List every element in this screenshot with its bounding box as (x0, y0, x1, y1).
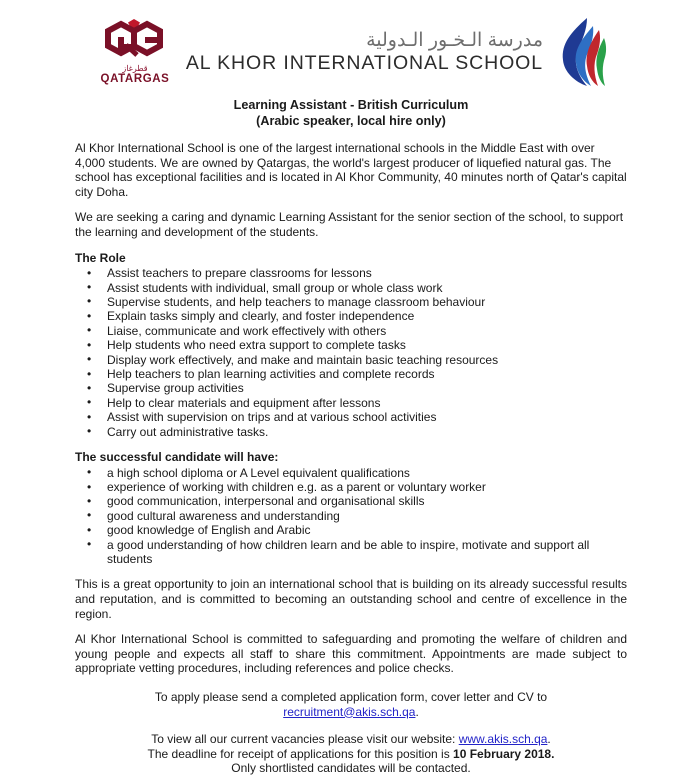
list-item: • Assist with supervision on trips and at various school activities (75, 410, 627, 424)
qatargas-hexagon-qg-monogram-icon (104, 19, 166, 63)
role-list (75, 266, 627, 439)
role-heading: The Role (75, 250, 126, 265)
qatargas-arabic-text: قطرغاز (122, 64, 148, 73)
website-period: . (547, 732, 551, 747)
job-title (75, 98, 627, 129)
list-item: • Liaise, communicate and work effectively with others (75, 324, 627, 338)
school-english-name: AL KHOR INTERNATIONAL SCHOOL (185, 52, 543, 74)
apply-email-line (75, 705, 627, 720)
shortlist-note: Only shortlisted candidates will be contacted. (231, 761, 471, 776)
apply-instruction: To apply please send a completed application form, cover letter and CV to (154, 690, 548, 705)
candidate-list (75, 466, 627, 567)
list-item: • good communication, interpersonal and organisational skills (75, 494, 627, 508)
school-arabic-name: مدرسة الـخـور الـدولية (366, 30, 543, 51)
footer-spacer (75, 719, 627, 732)
list-item: • Help teachers to plan learning activities and complete records (75, 367, 627, 381)
recruitment-email-link[interactable]: recruitment@akis.sch.qa (283, 704, 416, 719)
list-item: • a good understanding of how children learn and be able to inspire, motivate and support all students (75, 538, 627, 567)
deadline-prefix: The deadline for receipt of applications for this position is (147, 746, 454, 761)
intro-paragraph-1: Al Khor International School is one of the largest international schools in the Middle East with over 4,000 students. We are owned by Qatargas, the world's largest producer of liquefied natural gas. The school has exceptional facilities and is located in Al Khor Community, 40 minutes north of Qatar's capital city Doha. (75, 141, 627, 199)
list-item: • Supervise group activities (75, 381, 627, 395)
vacancies-text: To view all our current vacancies please visit our website: (151, 732, 459, 747)
list-item: • Carry out administrative tasks. (75, 425, 627, 439)
closing-paragraph-1: This is a great opportunity to join an international school that is building on its already successful results and reputation, and is committed to becoming an outstanding school and centre of excellence in the region. (75, 577, 627, 621)
list-item: • good knowledge of English and Arabic (75, 523, 627, 537)
qatargas-logo (92, 19, 178, 85)
school-name-block (184, 30, 557, 74)
document-footer (75, 690, 627, 776)
candidate-heading: The successful candidate will have: (75, 450, 279, 465)
document-header (0, 0, 697, 86)
list-item: • Help students who need extra support to complete tasks (75, 338, 627, 352)
list-item: • good cultural awareness and understanding (75, 509, 627, 523)
document-body (0, 98, 697, 776)
list-item: • Supervise students, and help teachers to manage classroom behaviour (75, 295, 627, 309)
list-item: • a high school diploma or A Level equivalent qualifications (75, 466, 627, 480)
intro-paragraph-2: We are seeking a caring and dynamic Learning Assistant for the senior section of the school, to support the learning and development of the students. (75, 210, 624, 239)
job-title-line1: Learning Assistant - British Curriculum (233, 98, 469, 112)
deadline-line (75, 747, 627, 762)
qatargas-wordmark: QATARGAS (100, 73, 170, 85)
list-item: • Assist students with individual, small group or whole class work (75, 281, 627, 295)
website-link[interactable]: www.akis.sch.qa (458, 732, 548, 747)
list-item: • Assist teachers to prepare classrooms for lessons (75, 266, 627, 280)
list-item: • Explain tasks simply and clearly, and foster independence (75, 309, 627, 323)
deadline-date: 10 February 2018. (453, 746, 555, 761)
list-item: • Help to clear materials and equipment after lessons (75, 396, 627, 410)
job-title-line2: (Arabic speaker, local hire only) (256, 113, 446, 128)
flame-ribbon-logo-icon (557, 16, 609, 88)
list-item: • experience of working with children e.g. as a parent or voluntary worker (75, 480, 627, 494)
email-period: . (415, 704, 419, 719)
list-item: • Display work effectively, and make and maintain basic teaching resources (75, 353, 627, 367)
closing-paragraph-2: Al Khor International School is committed to safeguarding and promoting the welfare of children and young people and expects all staff to share this commitment. Appointments are made subject to appropriate vetting procedures, including references and police checks. (75, 632, 627, 676)
vacancies-line (75, 732, 627, 747)
